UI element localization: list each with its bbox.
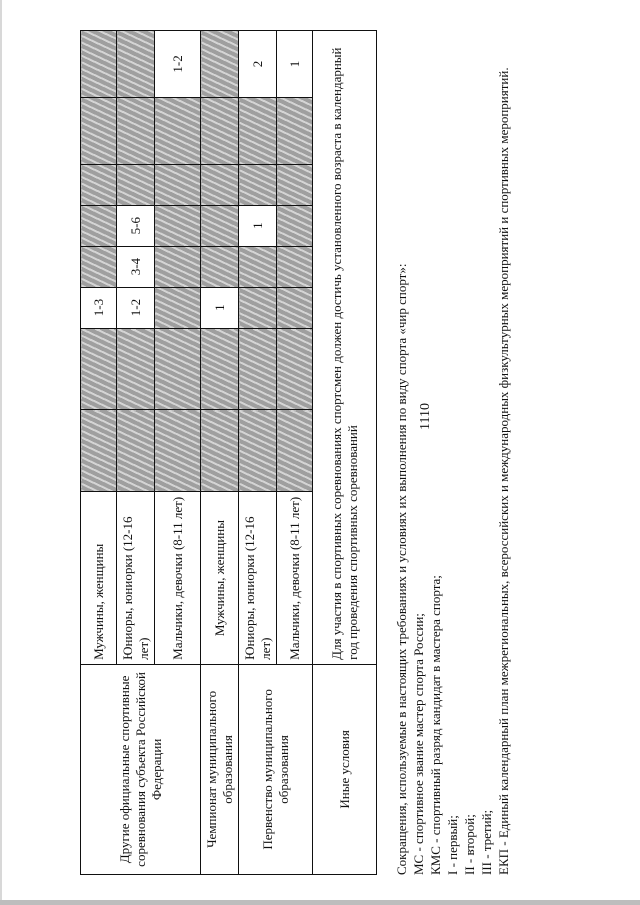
value-cell bbox=[117, 31, 155, 98]
value-cell bbox=[201, 246, 239, 287]
rotated-document bbox=[80, 25, 511, 875]
value-cell bbox=[277, 328, 313, 410]
value-cell bbox=[277, 410, 313, 492]
group-cell: Юниоры, юниорки (12-16 лет) bbox=[239, 492, 277, 664]
value-cell bbox=[81, 205, 117, 246]
value-cell bbox=[239, 410, 277, 492]
value-cell bbox=[201, 410, 239, 492]
table-row bbox=[313, 31, 377, 875]
note-line: ЕКП - Единый календарный план межрегиональных, всероссийских и международных физкультурных мероприятий и спортивных мероприятий. bbox=[496, 67, 511, 875]
value-cell bbox=[277, 97, 313, 164]
group-cell: Мальчики, девочки (8-11 лет) bbox=[155, 492, 201, 664]
value-cell bbox=[277, 246, 313, 287]
value-cell bbox=[155, 97, 201, 164]
value-cell: 1 bbox=[277, 31, 313, 98]
group-cell: Юниоры, юниорки (12-16 лет) bbox=[117, 492, 155, 664]
other-conditions-text: Для участия в спортивных соревнованиях спортсмен должен достичь установленного возраста в календарный год проведения спортивных соревнований bbox=[313, 31, 377, 665]
value-cell bbox=[201, 31, 239, 98]
value-cell: 2 bbox=[239, 31, 277, 98]
group-cell: Мужчины, женщины bbox=[81, 492, 117, 664]
value-cell bbox=[155, 246, 201, 287]
table-row bbox=[239, 31, 277, 875]
note-line: II - второй; bbox=[462, 814, 477, 875]
value-cell bbox=[81, 164, 117, 205]
value-cell bbox=[277, 205, 313, 246]
page-number: 1110 bbox=[418, 403, 433, 430]
value-cell: 3-4 bbox=[117, 246, 155, 287]
group-cell: Мальчики, девочки (8-11 лет) bbox=[277, 492, 313, 664]
value-cell bbox=[81, 97, 117, 164]
note-line: Сокращения, используемые в настоящих требованиях и условиях их выполнения по виду спорта «чир спорт»: bbox=[394, 263, 409, 875]
value-cell bbox=[155, 328, 201, 410]
value-cell: 1-2 bbox=[117, 287, 155, 328]
value-cell: 5-6 bbox=[117, 205, 155, 246]
competition-cell: Первенство муниципального образования bbox=[239, 664, 313, 874]
note-line: КМС - спортивный разряд кандидат в мастера спорта; bbox=[428, 575, 443, 875]
value-cell bbox=[155, 205, 201, 246]
value-cell bbox=[117, 410, 155, 492]
value-cell bbox=[239, 97, 277, 164]
abbreviations-notes bbox=[393, 30, 512, 875]
value-cell: 1 bbox=[239, 205, 277, 246]
value-cell bbox=[239, 164, 277, 205]
value-cell bbox=[81, 410, 117, 492]
value-cell bbox=[81, 246, 117, 287]
value-cell bbox=[277, 287, 313, 328]
value-cell bbox=[81, 31, 117, 98]
value-cell: 1-2 bbox=[155, 31, 201, 98]
value-cell bbox=[239, 328, 277, 410]
note-line: III - третий; bbox=[479, 809, 494, 875]
value-cell bbox=[155, 287, 201, 328]
table-row bbox=[81, 31, 117, 875]
note-line: I - первый; bbox=[445, 815, 460, 875]
value-cell bbox=[239, 246, 277, 287]
value-cell bbox=[201, 164, 239, 205]
competition-cell: Чемпионат муниципального образования bbox=[201, 664, 239, 874]
value-cell bbox=[117, 164, 155, 205]
group-cell: Мужчины, женщины bbox=[201, 492, 239, 664]
value-cell bbox=[277, 164, 313, 205]
note-line: МС - спортивное звание мастер спорта России; bbox=[411, 613, 426, 875]
requirements-table bbox=[80, 30, 377, 875]
value-cell: 1 bbox=[201, 287, 239, 328]
value-cell bbox=[201, 205, 239, 246]
value-cell bbox=[117, 97, 155, 164]
value-cell bbox=[117, 328, 155, 410]
table-row bbox=[201, 31, 239, 875]
value-cell bbox=[201, 328, 239, 410]
value-cell bbox=[201, 97, 239, 164]
value-cell bbox=[155, 164, 201, 205]
value-cell bbox=[239, 287, 277, 328]
scan-edge bbox=[0, 900, 640, 905]
value-cell: 1-3 bbox=[81, 287, 117, 328]
other-conditions-label: Иные условия bbox=[313, 664, 377, 874]
competition-cell: Другие официальные спортивные соревнования субъекта Российской Федерации bbox=[81, 664, 201, 874]
value-cell bbox=[155, 410, 201, 492]
value-cell bbox=[81, 328, 117, 410]
